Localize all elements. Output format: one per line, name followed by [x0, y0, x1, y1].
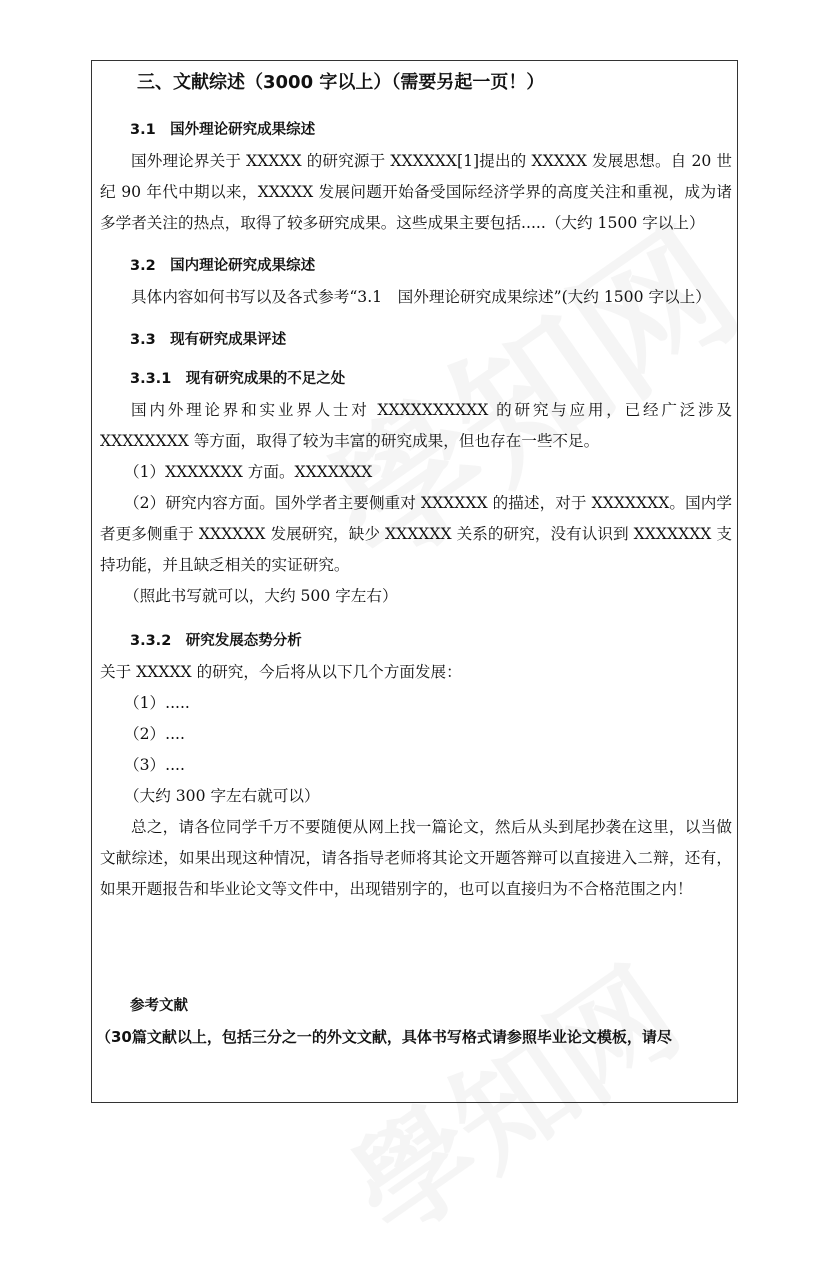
references-title: 参考文献 — [130, 998, 188, 1014]
heading-3-1: 3.1 国外理论研究成果综述 — [130, 122, 316, 138]
heading-3-2: 3.2 国内理论研究成果综述 — [130, 258, 316, 274]
conclusion-paragraph: 总之，请各位同学千万不要随便从网上找一篇论文，然后从头到尾抄袭在这里，以当做文献综述，如果出现这种情况，请各指导老师将其论文开题答辩可以直接进入二辩，还有，如果开题报告和毕业论文等文件中，出现错别字的，也可以直接归为不合格范围之内！ — [100, 818, 732, 898]
note-3-3-1: （照此书写就可以，大约 500 字左右） — [124, 587, 398, 605]
list-item-1: （1）XXXXXXX 方面。XXXXXXX — [124, 463, 373, 481]
intro-3-3-2: 关于 XXXXX 的研究，今后将从以下几个方面发展： — [100, 663, 462, 681]
heading-3-3-2: 3.3.2 研究发展态势分析 — [130, 633, 302, 649]
trend-item-1: （1）..... — [124, 694, 190, 712]
paragraph-3-3-1: 国内外理论界和实业界人士对 XXXXXXXXXX 的研究与应用，已经广泛涉及 XXXXXXXX 等方面，取得了较为丰富的研究成果，但也存在一些不足。 — [100, 401, 732, 450]
trend-item-2: （2）.... — [124, 725, 185, 743]
heading-3-3-1: 3.3.1 现有研究成果的不足之处 — [130, 371, 346, 387]
paragraph-3-2: 具体内容如何书写以及各式参考“3.1 国外理论研究成果综述”(大约 1500 字以上） — [131, 288, 711, 306]
document-body — [96, 68, 732, 1053]
references-note: （30篇文献以上，包括三分之一的外文文献，具体书写格式请参照毕业论文模板，请尽 — [96, 1028, 672, 1046]
trend-item-3: （3）.... — [124, 756, 185, 774]
list-item-2: （2）研究内容方面。国外学者主要侧重对 XXXXXX 的描述，对于 XXXXXXX。国内学者更多侧重于 XXXXXX 发展研究，缺少 XXXXXX 关系的研究，没有认识到 XXXXXXX 支持功能，并且缺乏相关的实证研究。 — [100, 494, 732, 574]
note-3-3-2: （大约 300 字左右就可以） — [124, 787, 320, 805]
paragraph-3-1: 国外理论界关于 XXXXX 的研究源于 XXXXXX[1]提出的 XXXXX 发展思想。自 20 世纪 90 年代中期以来，XXXXX 发展问题开始备受国际经济学界的高度关注和重视，成为诸多学者关注的热点，取得了较多研究成果。这些成果主要包括.....（大约 1500 字以上） — [100, 152, 732, 232]
section-title: 三、文献综述（3000 字以上）（需要另起一页！） — [137, 72, 545, 93]
heading-3-3: 3.3 现有研究成果评述 — [130, 332, 287, 348]
